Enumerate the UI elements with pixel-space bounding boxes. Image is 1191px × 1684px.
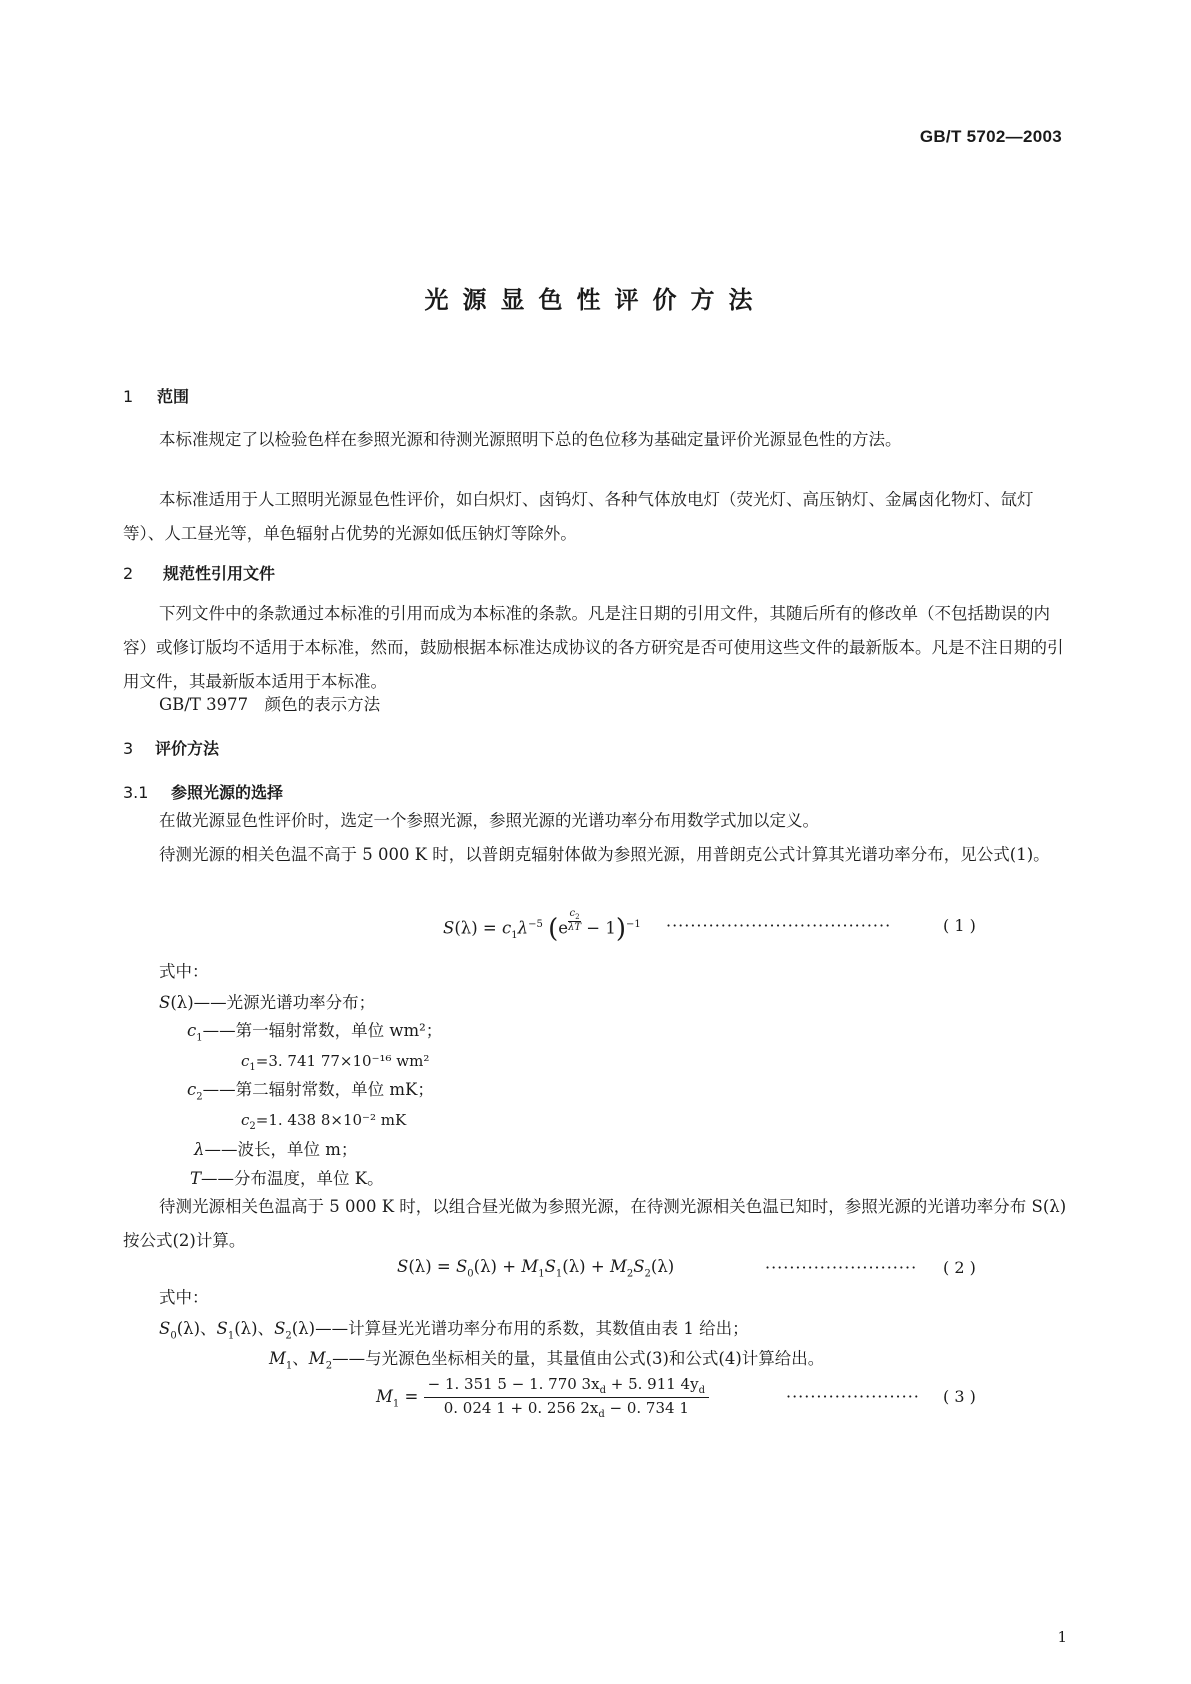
section-3-heading: 3 评价方法 <box>123 739 220 758</box>
section-2-para-1: 下列文件中的条款通过本标准的引用而成为本标准的条款。凡是注日期的引用文件，其随后所有的修改单（不包括勘误的内容）或修订版均不适用于本标准，然而，鼓励根据本标准达成协议的各方研究是否可使用这些文件的最新版本。凡是不注日期的引用文件，其最新版本适用于本标准。 <box>123 604 1064 691</box>
standard-code: GB/T 5702—2003 <box>919 127 1062 146</box>
def-c1: $c_1——$第一辐射常数，单位 wm²； <box>187 1021 443 1044</box>
where-label-1: 式中： <box>159 962 209 981</box>
section-1-heading: 1 范围 <box>123 387 190 406</box>
equation-1-leader: ····································· <box>666 916 892 935</box>
equation-1: $S(\lambda) = c_1\lambda^{-5}$ (e $^{\frac{c_2}{\lambda T}}$ − 1)$^{-1}$ <box>443 908 641 944</box>
page-number: 1 <box>1057 1628 1067 1646</box>
equation-2: $S(\lambda) = S_0(\lambda) + M_1S_1(\lambda) + M_2S_2(\lambda)$ <box>397 1257 675 1280</box>
equation-1-number: ( 1 ) <box>943 916 976 935</box>
val-c1: $c_1=3$. 741 77×10⁻¹⁶ wm² <box>241 1052 430 1073</box>
def-lambda: λ——波长，单位 m； <box>194 1140 358 1159</box>
val-c2: $c_2=1$. 438 8×10⁻² mK <box>241 1111 407 1132</box>
section-3-1-para-2: 待测光源的相关色温不高于 5 000 K 时，以普朗克辐射体做为参照光源，用普朗克公式计算其光谱功率分布，见公式(1)。 <box>159 845 1050 864</box>
def-S: S(λ)——光源光谱功率分布； <box>159 993 376 1012</box>
section-3-1-para-3: 待测光源相关色温高于 5 000 K 时，以组合昼光做为参照光源，在待测光源相关色温已知时，参照光源的光谱功率分布 S(λ)按公式(2)计算。 <box>123 1197 1067 1250</box>
section-1-para-1: 本标准规定了以检验色样在参照光源和待测光源照明下总的色位移为基础定量评价光源显色性的方法。 <box>159 430 902 449</box>
equation-3: $M_1$ = $\frac{- 1. 351 5 - 1. 770 3x_d + 5. 911 4y_d}{0. 024 1 + 0. 256 2x_d - 0. 734 1}$ <box>376 1375 709 1420</box>
section-3-1-heading: 3.1 参照光源的选择 <box>123 783 284 802</box>
section-2-heading: 2 规范性引用文件 <box>123 564 276 583</box>
def-c2: $c_2——$第二辐射常数，单位 mK； <box>187 1080 434 1103</box>
def-S012: $S_0(\lambda)$、$S_1(\lambda)$、$S_2(\lambda)——$计算昼光光谱功率分布用的系数，其数值由表 1 给出； <box>159 1319 749 1342</box>
equation-3-leader: ······················ <box>786 1387 920 1406</box>
def-T: T——分布温度，单位 K。 <box>190 1169 384 1188</box>
equation-2-leader: ························· <box>765 1258 918 1277</box>
equation-2-number: ( 2 ) <box>943 1258 976 1277</box>
section-3-1-para-1: 在做光源显色性评价时，选定一个参照光源，参照光源的光谱功率分布用数学式加以定义。 <box>159 811 819 830</box>
def-M12: $M_1$、$M_2——$与光源色坐标相关的量，其量值由公式(3)和公式(4)计算给出。 <box>269 1349 825 1372</box>
section-1-para-2: 本标准适用于人工照明光源显色性评价，如白炽灯、卤钨灯、各种气体放电灯（荧光灯、高压钠灯、金属卤化物灯、氙灯等）、人工昼光等，单色辐射占优势的光源如低压钠灯等除外。 <box>123 490 1034 543</box>
reference-entry: GB/T 3977 颜色的表示方法 <box>159 695 381 714</box>
where-label-2: 式中： <box>159 1288 209 1307</box>
equation-3-number: ( 3 ) <box>943 1387 976 1406</box>
document-title: 光源显色性评价方法 <box>424 286 767 314</box>
